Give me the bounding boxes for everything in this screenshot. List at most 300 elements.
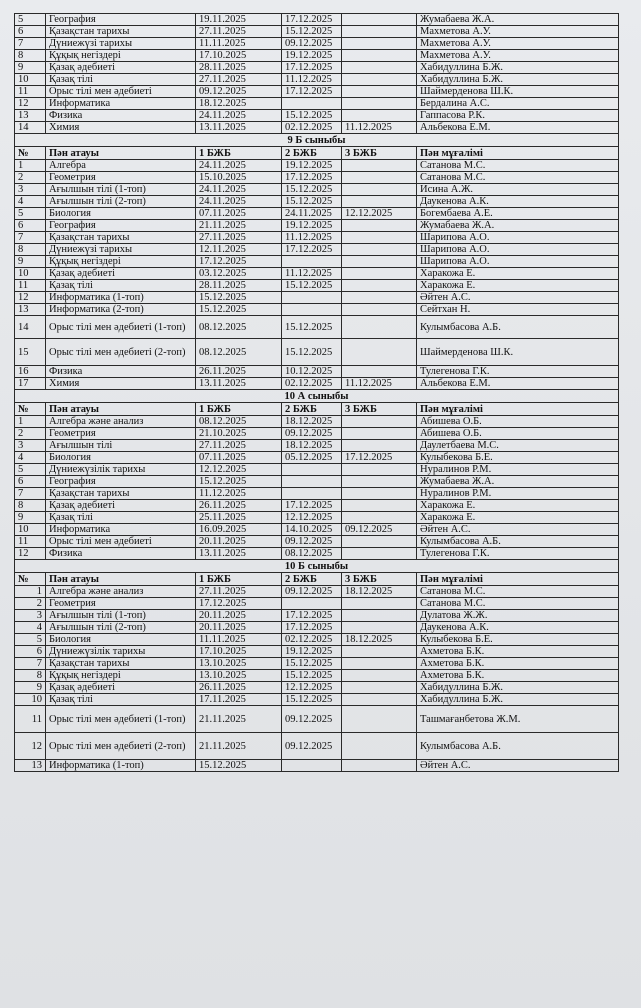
teacher-name: Кулымбасова А.Б. <box>417 316 619 339</box>
bzhb-2-date: 17.12.2025 <box>282 622 342 634</box>
bzhb-1-date: 15.12.2025 <box>196 760 282 772</box>
row-number: 10 <box>15 268 46 280</box>
subject-name: Қазақ әдебиеті <box>46 682 196 694</box>
bzhb-2-date: 17.12.2025 <box>282 172 342 184</box>
subject-name: Химия <box>46 122 196 134</box>
table-row <box>15 292 619 304</box>
bzhb-1-date: 15.12.2025 <box>196 304 282 316</box>
table-row <box>15 244 619 256</box>
subject-name: Геометрия <box>46 428 196 440</box>
subject-name: Қазақ әдебиеті <box>46 500 196 512</box>
header-subject: Пән атауы <box>46 147 196 160</box>
table-row <box>15 548 619 560</box>
bzhb-2-date: 15.12.2025 <box>282 339 342 366</box>
table-row <box>15 670 619 682</box>
bzhb-3-date <box>342 38 417 50</box>
table-row <box>15 476 619 488</box>
bzhb-3-date <box>342 658 417 670</box>
bzhb-2-date: 12.12.2025 <box>282 682 342 694</box>
bzhb-3-date <box>342 428 417 440</box>
row-number: 8 <box>15 670 46 682</box>
table-row <box>15 316 619 339</box>
bzhb-2-date: 15.12.2025 <box>282 694 342 706</box>
bzhb-2-date: 02.12.2025 <box>282 122 342 134</box>
row-number: 4 <box>15 622 46 634</box>
subject-name: Қазақстан тарихы <box>46 658 196 670</box>
bzhb-3-date <box>342 548 417 560</box>
subject-name: Физика <box>46 548 196 560</box>
row-number: 13 <box>15 304 46 316</box>
header-bzhb-3: 3 БЖБ <box>342 147 417 160</box>
bzhb-2-date: 17.12.2025 <box>282 244 342 256</box>
bzhb-1-date: 24.11.2025 <box>196 196 282 208</box>
row-number: 11 <box>15 86 46 98</box>
bzhb-3-date <box>342 610 417 622</box>
row-number: 12 <box>15 548 46 560</box>
teacher-name: Хабидуллина Б.Ж. <box>417 694 619 706</box>
teacher-name: Харакожа Е. <box>417 512 619 524</box>
bzhb-3-date <box>342 476 417 488</box>
bzhb-3-date <box>342 172 417 184</box>
bzhb-1-date: 26.11.2025 <box>196 366 282 378</box>
bzhb-1-date: 21.11.2025 <box>196 706 282 733</box>
bzhb-3-date: 11.12.2025 <box>342 122 417 134</box>
bzhb-3-date <box>342 366 417 378</box>
header-bzhb-3: 3 БЖБ <box>342 573 417 586</box>
teacher-name: Кулымбасова А.Б. <box>417 733 619 760</box>
row-number: 12 <box>15 733 46 760</box>
subject-name: Ағылшын тілі <box>46 440 196 452</box>
bzhb-3-date <box>342 62 417 74</box>
row-number: 3 <box>15 440 46 452</box>
table-row <box>15 172 619 184</box>
table-row <box>15 622 619 634</box>
row-number: 6 <box>15 646 46 658</box>
teacher-name: Шаймерденова Ш.К. <box>417 339 619 366</box>
bzhb-2-date: 11.12.2025 <box>282 232 342 244</box>
bzhb-1-date: 15.12.2025 <box>196 292 282 304</box>
bzhb-1-date: 27.11.2025 <box>196 232 282 244</box>
bzhb-2-date: 10.12.2025 <box>282 366 342 378</box>
table-row <box>15 220 619 232</box>
bzhb-3-date <box>342 694 417 706</box>
bzhb-2-date: 15.12.2025 <box>282 184 342 196</box>
teacher-name: Сатанова М.С. <box>417 598 619 610</box>
bzhb-2-date <box>282 598 342 610</box>
bzhb-3-date <box>342 232 417 244</box>
row-number: 7 <box>15 658 46 670</box>
subject-name: Қазақ тілі <box>46 512 196 524</box>
bzhb-2-date: 24.11.2025 <box>282 208 342 220</box>
row-number: 8 <box>15 50 46 62</box>
bzhb-2-date: 18.12.2025 <box>282 416 342 428</box>
table-row <box>15 26 619 38</box>
teacher-name: Әйтен А.С. <box>417 524 619 536</box>
bzhb-1-date: 15.10.2025 <box>196 172 282 184</box>
table-row <box>15 598 619 610</box>
bzhb-3-date <box>342 760 417 772</box>
subject-name: География <box>46 476 196 488</box>
table-row <box>15 733 619 760</box>
section-title-10b <box>15 560 619 573</box>
subject-name: Биология <box>46 634 196 646</box>
subject-name: Геометрия <box>46 598 196 610</box>
teacher-name: Жумабаева Ж.А. <box>417 476 619 488</box>
bzhb-1-date: 27.11.2025 <box>196 586 282 598</box>
subject-name: Қазақ тілі <box>46 74 196 86</box>
subject-name: Информатика (2-топ) <box>46 304 196 316</box>
bzhb-2-date: 17.12.2025 <box>282 86 342 98</box>
teacher-name: Харакожа Е. <box>417 268 619 280</box>
header-bzhb-1: 1 БЖБ <box>196 403 282 416</box>
table-row <box>15 160 619 172</box>
header-subject: Пән атауы <box>46 573 196 586</box>
row-number: 7 <box>15 232 46 244</box>
row-number: 8 <box>15 244 46 256</box>
bzhb-2-date: 15.12.2025 <box>282 280 342 292</box>
section-title-9b <box>15 134 619 147</box>
row-number: 17 <box>15 378 46 390</box>
bzhb-3-date <box>342 26 417 38</box>
bzhb-1-date: 13.11.2025 <box>196 122 282 134</box>
bzhb-3-date <box>342 706 417 733</box>
subject-name: Геометрия <box>46 172 196 184</box>
bzhb-3-date <box>342 86 417 98</box>
teacher-name: Сатанова М.С. <box>417 586 619 598</box>
bzhb-1-date: 03.12.2025 <box>196 268 282 280</box>
bzhb-3-date <box>342 512 417 524</box>
bzhb-3-date: 09.12.2025 <box>342 524 417 536</box>
bzhb-3-date <box>342 292 417 304</box>
teacher-name: Хабидуллина Б.Ж. <box>417 62 619 74</box>
teacher-name: Жумабаева Ж.А. <box>417 220 619 232</box>
bzhb-3-date <box>342 268 417 280</box>
bzhb-1-date: 19.11.2025 <box>196 14 282 26</box>
teacher-name: Альбекова Е.М. <box>417 378 619 390</box>
row-number: 11 <box>15 280 46 292</box>
bzhb-2-date: 15.12.2025 <box>282 196 342 208</box>
section-title-10a <box>15 390 619 403</box>
bzhb-1-date: 26.11.2025 <box>196 682 282 694</box>
bzhb-3-date <box>342 670 417 682</box>
bzhb-2-date <box>282 488 342 500</box>
row-number: 10 <box>15 694 46 706</box>
subject-name: Физика <box>46 366 196 378</box>
bzhb-2-date: 02.12.2025 <box>282 634 342 646</box>
bzhb-2-date: 15.12.2025 <box>282 658 342 670</box>
bzhb-1-date: 13.11.2025 <box>196 548 282 560</box>
row-number: 7 <box>15 488 46 500</box>
row-number: 3 <box>15 184 46 196</box>
bzhb-2-date: 14.10.2025 <box>282 524 342 536</box>
bzhb-2-date: 17.12.2025 <box>282 14 342 26</box>
table-row <box>15 366 619 378</box>
teacher-name: Махметова А.У. <box>417 50 619 62</box>
bzhb-3-date <box>342 733 417 760</box>
bzhb-1-date: 18.12.2025 <box>196 98 282 110</box>
subject-name: Орыс тілі мен әдебиеті <box>46 536 196 548</box>
teacher-name: Шарипова А.О. <box>417 232 619 244</box>
teacher-name: Махметова А.У. <box>417 38 619 50</box>
bzhb-3-date: 17.12.2025 <box>342 452 417 464</box>
header-subject: Пән атауы <box>46 403 196 416</box>
table-row <box>15 694 619 706</box>
table-row <box>15 536 619 548</box>
header-teacher: Пән мұғалімі <box>417 147 619 160</box>
bzhb-1-date: 17.11.2025 <box>196 694 282 706</box>
teacher-name: Богембаева А.Е. <box>417 208 619 220</box>
bzhb-2-date: 12.12.2025 <box>282 512 342 524</box>
bzhb-2-date: 19.12.2025 <box>282 646 342 658</box>
teacher-name: Ахметова Б.К. <box>417 658 619 670</box>
bzhb-3-date <box>342 622 417 634</box>
table-row <box>15 634 619 646</box>
header-teacher: Пән мұғалімі <box>417 403 619 416</box>
bzhb-3-date: 18.12.2025 <box>342 586 417 598</box>
header-bzhb-3: 3 БЖБ <box>342 403 417 416</box>
teacher-name: Сатанова М.С. <box>417 172 619 184</box>
teacher-name: Кулыбекова Б.Е. <box>417 452 619 464</box>
subject-name: Дүниежүзілік тарихы <box>46 646 196 658</box>
bzhb-2-date: 09.12.2025 <box>282 536 342 548</box>
bzhb-3-date <box>342 256 417 268</box>
table-row <box>15 416 619 428</box>
subject-name: Физика <box>46 110 196 122</box>
bzhb-2-date: 19.12.2025 <box>282 160 342 172</box>
row-number: 3 <box>15 610 46 622</box>
bzhb-1-date: 17.12.2025 <box>196 598 282 610</box>
bzhb-2-date: 17.12.2025 <box>282 62 342 74</box>
subject-name: География <box>46 220 196 232</box>
bzhb-3-date <box>342 74 417 86</box>
row-number: 1 <box>15 160 46 172</box>
bzhb-3-date <box>342 196 417 208</box>
bzhb-2-date <box>282 464 342 476</box>
table-row <box>15 304 619 316</box>
table-row <box>15 524 619 536</box>
bzhb-1-date: 16.09.2025 <box>196 524 282 536</box>
subject-name: Биология <box>46 208 196 220</box>
teacher-name: Гаппасова Р.К. <box>417 110 619 122</box>
row-number: 5 <box>15 208 46 220</box>
header-teacher: Пән мұғалімі <box>417 573 619 586</box>
table-row <box>15 610 619 622</box>
teacher-name: Махметова А.У. <box>417 26 619 38</box>
header-bzhb-1: 1 БЖБ <box>196 573 282 586</box>
bzhb-2-date: 17.12.2025 <box>282 610 342 622</box>
bzhb-1-date: 15.12.2025 <box>196 476 282 488</box>
table-row <box>15 760 619 772</box>
bzhb-1-date: 08.12.2025 <box>196 339 282 366</box>
table-row <box>15 98 619 110</box>
teacher-name: Шаймерденова Ш.К. <box>417 86 619 98</box>
subject-name: Орыс тілі мен әдебиеті (2-топ) <box>46 733 196 760</box>
bzhb-1-date: 27.11.2025 <box>196 26 282 38</box>
subject-name: Алгебра және анализ <box>46 416 196 428</box>
bzhb-3-date <box>342 14 417 26</box>
teacher-name: Тулегенова Г.К. <box>417 366 619 378</box>
bzhb-3-date <box>342 598 417 610</box>
bzhb-2-date: 19.12.2025 <box>282 220 342 232</box>
bzhb-2-date: 15.12.2025 <box>282 110 342 122</box>
teacher-name: Ахметова Б.К. <box>417 646 619 658</box>
subject-name: Қазақстан тарихы <box>46 232 196 244</box>
subject-name: Информатика <box>46 98 196 110</box>
table-row <box>15 452 619 464</box>
teacher-name: Абишева О.Б. <box>417 416 619 428</box>
bzhb-1-date: 12.12.2025 <box>196 464 282 476</box>
bzhb-1-date: 17.12.2025 <box>196 256 282 268</box>
teacher-name: Әйтен А.С. <box>417 760 619 772</box>
subject-name: Орыс тілі мен әдебиеті (1-топ) <box>46 316 196 339</box>
teacher-name: Нуралинов Р.М. <box>417 464 619 476</box>
bzhb-3-date <box>342 440 417 452</box>
bzhb-3-date <box>342 280 417 292</box>
subject-name: Қазақ тілі <box>46 280 196 292</box>
bzhb-1-date: 27.11.2025 <box>196 440 282 452</box>
bzhb-2-date: 15.12.2025 <box>282 670 342 682</box>
subject-name: Информатика (1-топ) <box>46 292 196 304</box>
subject-name: Орыс тілі мен әдебиеті (2-топ) <box>46 339 196 366</box>
table-row <box>15 280 619 292</box>
bzhb-3-date <box>342 488 417 500</box>
bzhb-3-date <box>342 416 417 428</box>
row-number: 2 <box>15 598 46 610</box>
table-row <box>15 196 619 208</box>
table-row <box>15 488 619 500</box>
table-row <box>15 706 619 733</box>
row-number: 16 <box>15 366 46 378</box>
bzhb-2-date: 09.12.2025 <box>282 586 342 598</box>
row-number: 11 <box>15 706 46 733</box>
teacher-name: Абишева О.Б. <box>417 428 619 440</box>
bzhb-1-date: 24.11.2025 <box>196 184 282 196</box>
bzhb-1-date: 17.10.2025 <box>196 646 282 658</box>
row-number: 12 <box>15 292 46 304</box>
bzhb-1-date: 13.11.2025 <box>196 378 282 390</box>
teacher-name: Нуралинов Р.М. <box>417 488 619 500</box>
teacher-name: Шарипова А.О. <box>417 256 619 268</box>
header-bzhb-2: 2 БЖБ <box>282 147 342 160</box>
teacher-name: Тулегенова Г.К. <box>417 548 619 560</box>
subject-name: Алгебра және анализ <box>46 586 196 598</box>
teacher-name: Сейтхан Н. <box>417 304 619 316</box>
bzhb-1-date: 08.12.2025 <box>196 416 282 428</box>
row-number: 13 <box>15 110 46 122</box>
table-row <box>15 646 619 658</box>
bzhb-2-date <box>282 256 342 268</box>
bzhb-2-date: 05.12.2025 <box>282 452 342 464</box>
header-bzhb-2: 2 БЖБ <box>282 403 342 416</box>
teacher-name: Исина А.Ж. <box>417 184 619 196</box>
bzhb-1-date: 24.11.2025 <box>196 160 282 172</box>
table-row <box>15 184 619 196</box>
bzhb-3-date <box>342 500 417 512</box>
bzhb-3-date <box>342 304 417 316</box>
row-number: 2 <box>15 172 46 184</box>
bzhb-2-date: 09.12.2025 <box>282 733 342 760</box>
subject-name: Ағылшын тілі (1-топ) <box>46 184 196 196</box>
row-number: 9 <box>15 512 46 524</box>
row-number: 1 <box>15 586 46 598</box>
bzhb-3-date <box>342 160 417 172</box>
bzhb-2-date <box>282 476 342 488</box>
bzhb-3-date <box>342 339 417 366</box>
table-row <box>15 208 619 220</box>
row-number: 14 <box>15 316 46 339</box>
teacher-name: Ташмағанбетова Ж.М. <box>417 706 619 733</box>
table-row <box>15 682 619 694</box>
bzhb-1-date: 12.11.2025 <box>196 244 282 256</box>
table-row <box>15 256 619 268</box>
bzhb-2-date: 19.12.2025 <box>282 50 342 62</box>
subject-name: Құқық негіздері <box>46 50 196 62</box>
teacher-name: Шарипова А.О. <box>417 244 619 256</box>
subject-name: Ағылшын тілі (1-топ) <box>46 610 196 622</box>
bzhb-1-date: 20.11.2025 <box>196 536 282 548</box>
row-number: 14 <box>15 122 46 134</box>
bzhb-1-date: 25.11.2025 <box>196 512 282 524</box>
row-number: 5 <box>15 634 46 646</box>
table-row <box>15 232 619 244</box>
row-number: 6 <box>15 476 46 488</box>
row-number: 13 <box>15 760 46 772</box>
bzhb-3-date <box>342 464 417 476</box>
table-row <box>15 38 619 50</box>
bzhb-1-date: 11.11.2025 <box>196 38 282 50</box>
table-row <box>15 378 619 390</box>
row-number: 9 <box>15 256 46 268</box>
subject-name: География <box>46 14 196 26</box>
subject-name: Алгебра <box>46 160 196 172</box>
bzhb-2-date <box>282 292 342 304</box>
bzhb-3-date <box>342 244 417 256</box>
row-number: 11 <box>15 536 46 548</box>
row-number: 1 <box>15 416 46 428</box>
schedule-table <box>14 13 619 772</box>
bzhb-1-date: 07.11.2025 <box>196 452 282 464</box>
bzhb-1-date: 11.12.2025 <box>196 488 282 500</box>
subject-name: Қазақстан тарихы <box>46 488 196 500</box>
bzhb-1-date: 21.11.2025 <box>196 733 282 760</box>
bzhb-1-date: 07.11.2025 <box>196 208 282 220</box>
bzhb-2-date: 08.12.2025 <box>282 548 342 560</box>
table-row <box>15 512 619 524</box>
header-bzhb-1: 1 БЖБ <box>196 147 282 160</box>
bzhb-3-date <box>342 646 417 658</box>
bzhb-1-date: 13.10.2025 <box>196 658 282 670</box>
bzhb-3-date <box>342 682 417 694</box>
bzhb-1-date: 17.10.2025 <box>196 50 282 62</box>
header-bzhb-2: 2 БЖБ <box>282 573 342 586</box>
header-number: № <box>15 403 46 416</box>
subject-name: Қазақ әдебиеті <box>46 268 196 280</box>
subject-name: Дүниежүзі тарихы <box>46 38 196 50</box>
row-number: 8 <box>15 500 46 512</box>
teacher-name: Даукенова А.К. <box>417 622 619 634</box>
table-row <box>15 440 619 452</box>
table-row <box>15 464 619 476</box>
table-row <box>15 86 619 98</box>
teacher-name: Хабидуллина Б.Ж. <box>417 682 619 694</box>
header-number: № <box>15 147 46 160</box>
row-number: 15 <box>15 339 46 366</box>
table-row <box>15 110 619 122</box>
table-row <box>15 500 619 512</box>
row-number: 10 <box>15 524 46 536</box>
bzhb-3-date: 11.12.2025 <box>342 378 417 390</box>
bzhb-3-date <box>342 536 417 548</box>
